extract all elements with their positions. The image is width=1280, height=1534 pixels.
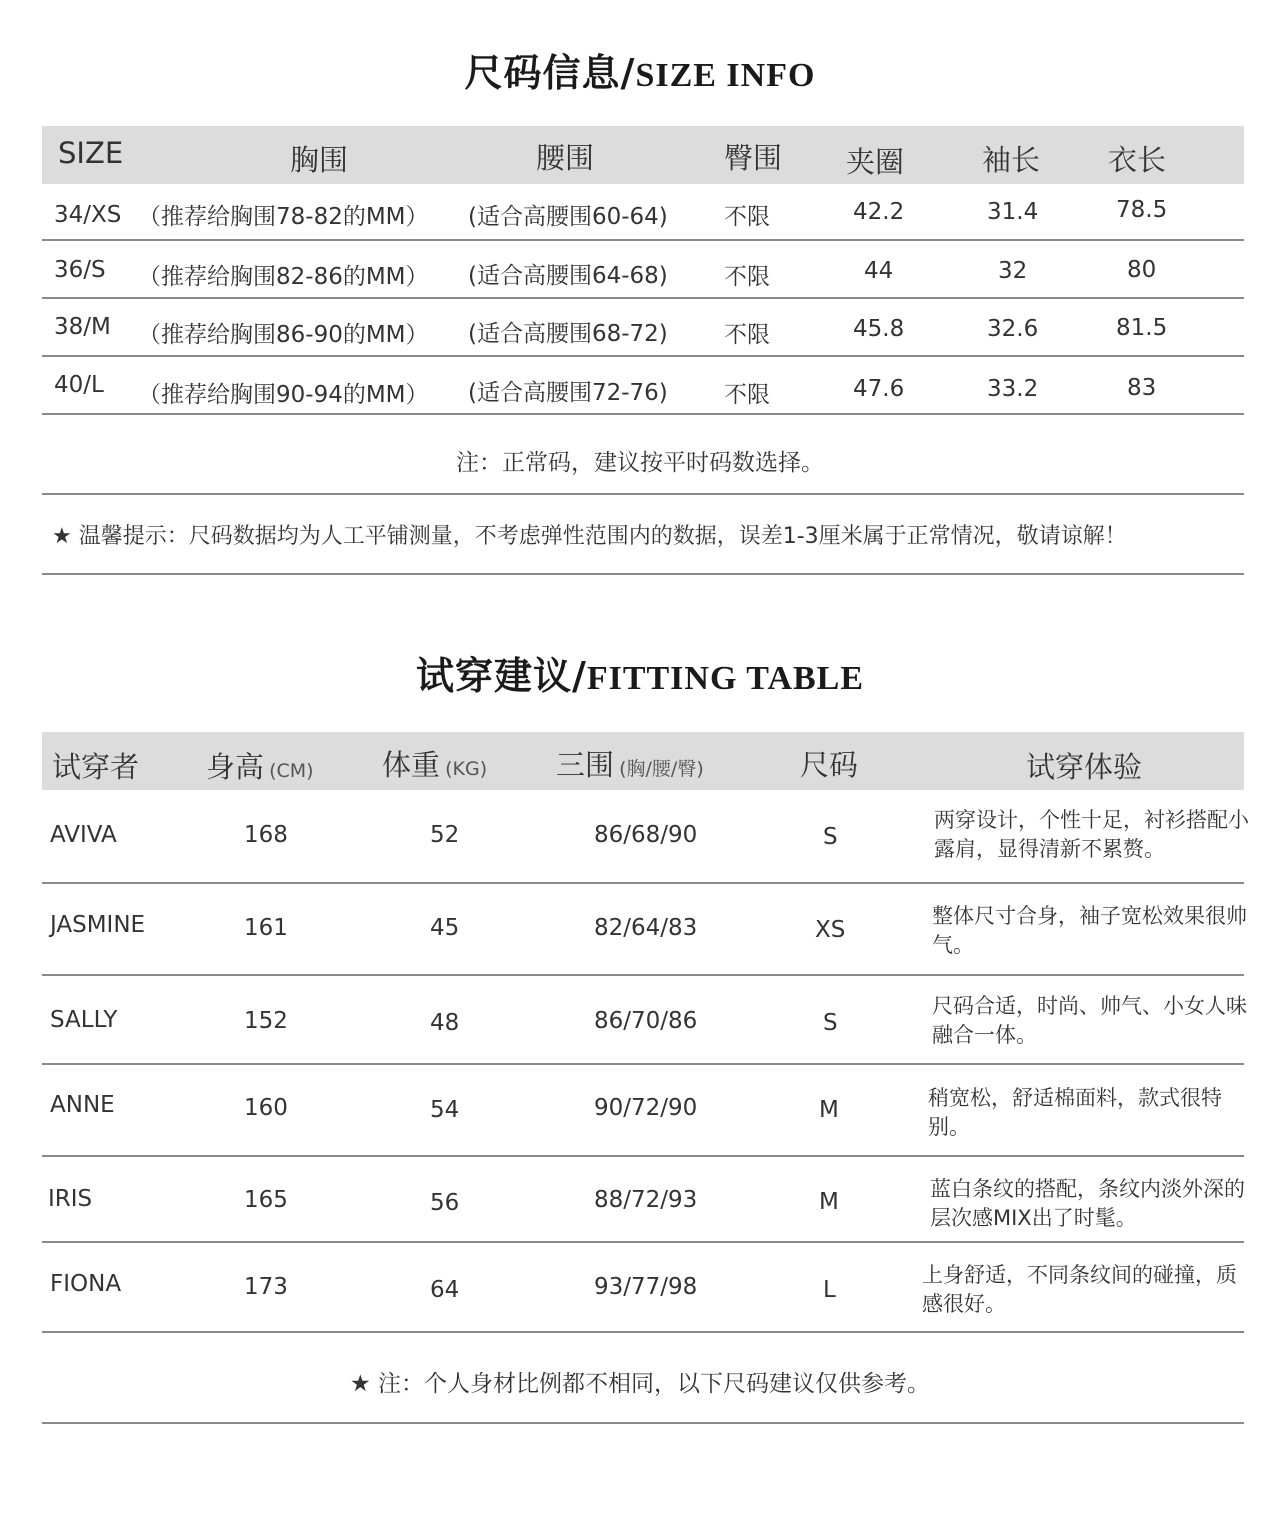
tester-experience: 上身舒适，不同条纹间的碰撞，质感很好。	[922, 1263, 1237, 1316]
tester-height: 168	[244, 822, 288, 848]
tester-size: S	[823, 1010, 838, 1036]
tester-name: SALLY	[50, 1007, 118, 1033]
fitting-title-en: FITTING TABLE	[586, 660, 865, 697]
waist-value: (适合高腰围72-76)	[468, 380, 668, 406]
tester-height: 160	[244, 1095, 288, 1121]
tester-measurements: 86/68/90	[594, 822, 698, 848]
armhole-value: 44	[864, 258, 894, 284]
tester-measurements: 88/72/93	[594, 1187, 698, 1213]
sleeve-value: 31.4	[987, 199, 1039, 225]
section-divider	[42, 573, 1244, 575]
hip-value: 不限	[724, 204, 770, 230]
tester-size: M	[819, 1097, 839, 1123]
tester-measurements: 86/70/86	[594, 1008, 698, 1034]
header-waist: 腰围	[536, 141, 595, 175]
header-chest: 胸围	[290, 143, 349, 177]
header-size: 尺码	[800, 748, 859, 782]
size-label: 38/M	[54, 314, 111, 340]
header-experience: 试穿体验	[1026, 750, 1143, 784]
tester-size: L	[823, 1277, 836, 1303]
header-armhole: 夹圈	[846, 145, 905, 179]
hip-value: 不限	[724, 382, 770, 408]
length-value: 78.5	[1116, 197, 1168, 223]
fitting-table-header	[42, 732, 1244, 790]
tester-weight: 64	[430, 1277, 460, 1303]
tester-weight: 48	[430, 1010, 460, 1036]
tester-experience: 蓝白条纹的搭配，条纹内淡外深的层次感MIX出了时髦。	[930, 1177, 1245, 1230]
header-height-label: 身高	[206, 750, 265, 784]
row-divider	[42, 974, 1244, 976]
size-info-title-en: SIZE INFO	[635, 57, 816, 94]
length-value: 80	[1127, 257, 1157, 283]
tester-measurements: 82/64/83	[594, 915, 698, 941]
size-info-title	[0, 42, 1280, 97]
tester-experience: 两穿设计，个性十足，衬衫搭配小露肩，显得清新不累赘。	[934, 808, 1249, 861]
waist-value: (适合高腰围60-64)	[468, 204, 668, 230]
header-height-unit: (CM)	[269, 760, 314, 782]
row-divider	[42, 882, 1244, 884]
tester-height: 173	[244, 1274, 288, 1300]
bottom-divider	[42, 1422, 1244, 1424]
chest-value: （推荐给胸围90-94的MM）	[138, 382, 429, 408]
sleeve-value: 32.6	[987, 316, 1039, 342]
tester-name: IRIS	[48, 1186, 93, 1212]
tester-name: FIONA	[50, 1271, 122, 1297]
tester-measurements: 90/72/90	[594, 1095, 698, 1121]
row-divider	[42, 1331, 1244, 1333]
size-info-title-cn: 尺码信息/	[464, 51, 636, 95]
tester-size: S	[823, 824, 838, 850]
header-measurements-label: 三围	[556, 748, 615, 782]
tester-weight: 52	[430, 822, 460, 848]
armhole-value: 47.6	[853, 376, 905, 402]
length-value: 83	[1127, 375, 1157, 401]
size-note: 注：正常码，建议按平时码数选择。	[456, 450, 824, 476]
tester-name: JASMINE	[50, 912, 146, 938]
size-label: 34/XS	[54, 202, 122, 228]
tester-experience: 尺码合适，时尚、帅气、小女人味融合一体。	[932, 994, 1247, 1047]
tester-name: AVIVA	[50, 822, 117, 848]
tester-height: 152	[244, 1008, 288, 1034]
row-divider	[42, 239, 1244, 241]
tester-experience: 稍宽松，舒适棉面料，款式很特别。	[928, 1086, 1222, 1139]
tester-height: 165	[244, 1187, 288, 1213]
tester-size: XS	[815, 917, 846, 943]
header-weight-unit: (KG)	[445, 758, 488, 780]
header-weight	[382, 743, 487, 784]
fitting-title-cn: 试穿建议/	[415, 654, 587, 698]
size-label: 40/L	[54, 372, 104, 398]
header-measurements	[556, 743, 704, 784]
row-divider	[42, 1241, 1244, 1243]
measurement-tip: ★ 温馨提示：尺码数据均为人工平铺测量，不考虑弹性范围内的数据，误差1-3厘米属于正常情况，敬请谅解！	[52, 524, 1127, 549]
header-measurements-unit: (胸/腰/臀)	[619, 758, 704, 780]
waist-value: (适合高腰围64-68)	[468, 263, 668, 289]
sleeve-value: 32	[998, 258, 1028, 284]
tester-height: 161	[244, 915, 288, 941]
chest-value: （推荐给胸围82-86的MM）	[138, 264, 429, 290]
sleeve-value: 33.2	[987, 376, 1039, 402]
header-sleeve: 袖长	[982, 143, 1041, 177]
tester-name: ANNE	[50, 1092, 115, 1118]
note-divider	[42, 493, 1244, 495]
row-divider	[42, 297, 1244, 299]
chest-value: （推荐给胸围86-90的MM）	[138, 322, 429, 348]
header-size: SIZE	[58, 136, 124, 170]
row-divider	[42, 355, 1244, 357]
header-hip: 臀围	[724, 141, 783, 175]
row-divider	[42, 413, 1244, 415]
header-tester: 试穿者	[52, 750, 140, 784]
length-value: 81.5	[1116, 315, 1168, 341]
row-divider	[42, 1155, 1244, 1157]
header-length: 衣长	[1108, 143, 1167, 177]
fitting-note: ★ 注：个人身材比例都不相同，以下尺码建议仅供参考。	[350, 1371, 930, 1397]
hip-value: 不限	[724, 322, 770, 348]
tester-experience: 整体尺寸合身，袖子宽松效果很帅气。	[932, 904, 1247, 957]
fitting-table-title	[0, 645, 1280, 700]
row-divider	[42, 1063, 1244, 1065]
tester-measurements: 93/77/98	[594, 1274, 698, 1300]
tester-weight: 56	[430, 1190, 460, 1216]
armhole-value: 42.2	[853, 199, 905, 225]
waist-value: (适合高腰围68-72)	[468, 321, 668, 347]
tester-weight: 54	[430, 1097, 460, 1123]
chest-value: （推荐给胸围78-82的MM）	[138, 204, 429, 230]
hip-value: 不限	[724, 264, 770, 290]
header-weight-label: 体重	[382, 748, 441, 782]
size-label: 36/S	[54, 257, 106, 283]
tester-size: M	[819, 1189, 839, 1215]
header-height	[206, 745, 314, 786]
size-table-header	[42, 126, 1244, 184]
tester-weight: 45	[430, 915, 460, 941]
armhole-value: 45.8	[853, 316, 905, 342]
